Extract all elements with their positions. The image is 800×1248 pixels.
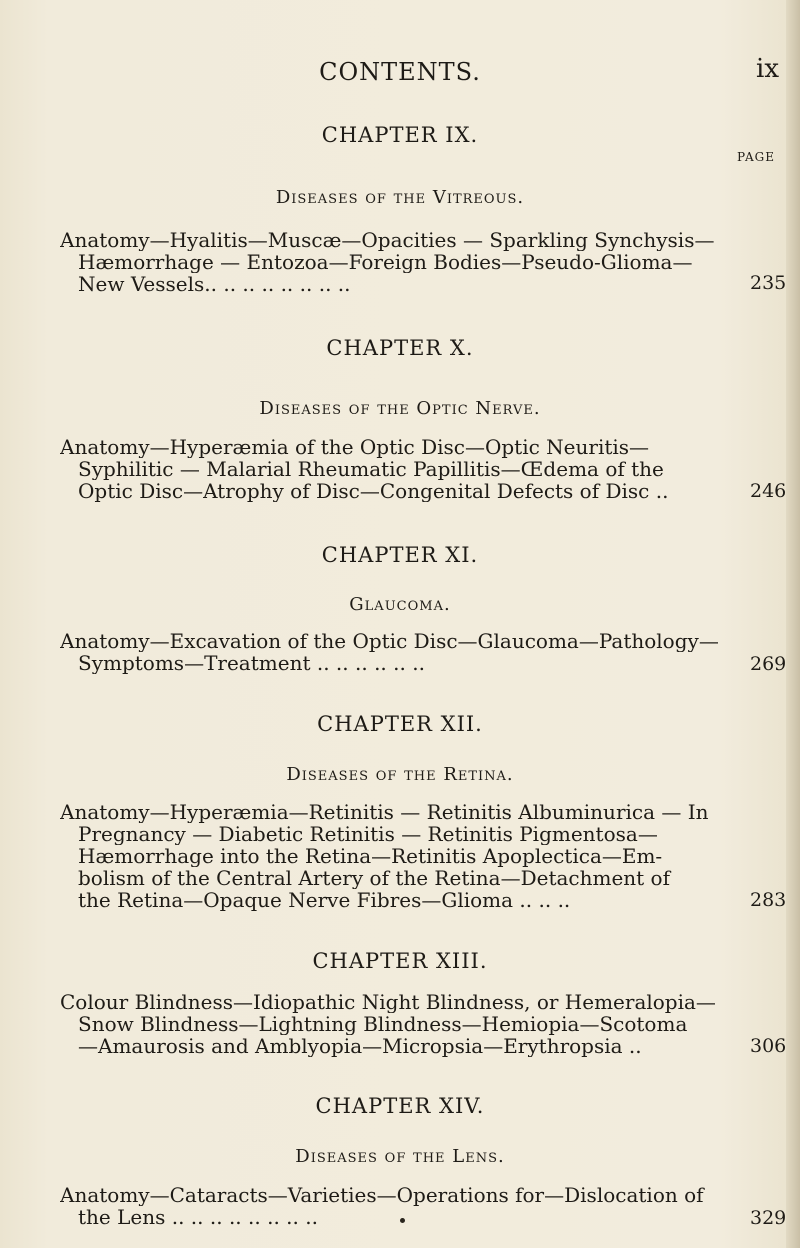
entry-line: bolism of the Central Artery of the Retina—Detachment of: [78, 867, 671, 889]
page-number: 269: [750, 653, 787, 675]
chapter-entry: [60, 630, 750, 674]
running-head: [0, 54, 800, 98]
entry-line: Hæmorrhage into the Retina—Retinitis Apoplectica—Em-: [78, 845, 663, 867]
page-number: 283: [750, 889, 787, 911]
chapter-heading: CHAPTER XI.: [321, 543, 479, 567]
entry-line: Anatomy—Hyperæmia of the Optic Disc—Optic Neuritis—: [60, 436, 650, 458]
chapter-heading: CHAPTER XII.: [317, 712, 483, 736]
entry-line: —Amaurosis and Amblyopia—Micropsia—Erythropsia ..: [78, 1035, 642, 1057]
page-number: 235: [750, 272, 787, 294]
entry-line: Pregnancy — Diabetic Retinitis — Retinitis Pigmentosa—: [78, 823, 658, 845]
entry-line: New Vessels.. .. .. .. .. .. .. ..: [78, 273, 351, 295]
chapter-heading: CHAPTER X.: [326, 336, 474, 360]
chapter-entry: [60, 229, 750, 295]
chapter-heading: CHAPTER IX.: [321, 123, 479, 147]
entry-line: Snow Blindness—Lightning Blindness—Hemiopia—Scotoma: [78, 1013, 688, 1035]
entry-line: Anatomy—Hyperæmia—Retinitis — Retinitis Albuminurica — In: [60, 801, 709, 823]
chapter-subheading: Diseases of the Retina.: [286, 764, 514, 785]
chapter-subheading: Diseases of the Optic Nerve.: [259, 398, 541, 419]
entry-line: Hæmorrhage — Entozoa—Foreign Bodies—Pseudo-Glioma—: [78, 251, 693, 273]
chapter-entry: [60, 801, 750, 911]
page-number: 246: [750, 480, 787, 502]
chapter-heading: CHAPTER XIV.: [315, 1094, 485, 1118]
page-column-label: PAGE: [737, 150, 775, 164]
entry-line: Syphilitic — Malarial Rheumatic Papillitis—Œdema of the: [78, 458, 664, 480]
chapter-entry: [60, 436, 750, 502]
entry-line: Anatomy—Cataracts—Varieties—Operations for—Dislocation of: [60, 1184, 704, 1206]
chapter-entry: [60, 991, 750, 1057]
entry-line: Anatomy—Hyalitis—Muscæ—Opacities — Sparkling Synchysis—: [60, 229, 715, 251]
entry-line: Symptoms—Treatment .. .. .. .. .. ..: [78, 652, 425, 674]
ink-speck: [400, 1218, 405, 1223]
chapter-subheading: Glaucoma.: [349, 594, 451, 615]
chapter-heading: CHAPTER XIII.: [312, 949, 488, 973]
chapter-subheading: Diseases of the Vitreous.: [275, 187, 525, 208]
running-title: CONTENTS.: [319, 58, 481, 86]
chapter-entry: [60, 1184, 750, 1228]
page-number: 306: [750, 1035, 787, 1057]
entry-line: Colour Blindness—Idiopathic Night Blindness, or Hemeralopia—: [60, 991, 716, 1013]
entry-line: Optic Disc—Atrophy of Disc—Congenital Defects of Disc ..: [78, 480, 669, 502]
chapter-subheading: Diseases of the Lens.: [295, 1146, 505, 1167]
entry-line: the Lens .. .. .. .. .. .. .. ..: [78, 1206, 318, 1228]
page-number: 329: [750, 1207, 787, 1229]
entry-line: the Retina—Opaque Nerve Fibres—Glioma .. .. ..: [78, 889, 571, 911]
entry-line: Anatomy—Excavation of the Optic Disc—Glaucoma—Pathology—: [60, 630, 719, 652]
folio: ix: [756, 54, 779, 84]
